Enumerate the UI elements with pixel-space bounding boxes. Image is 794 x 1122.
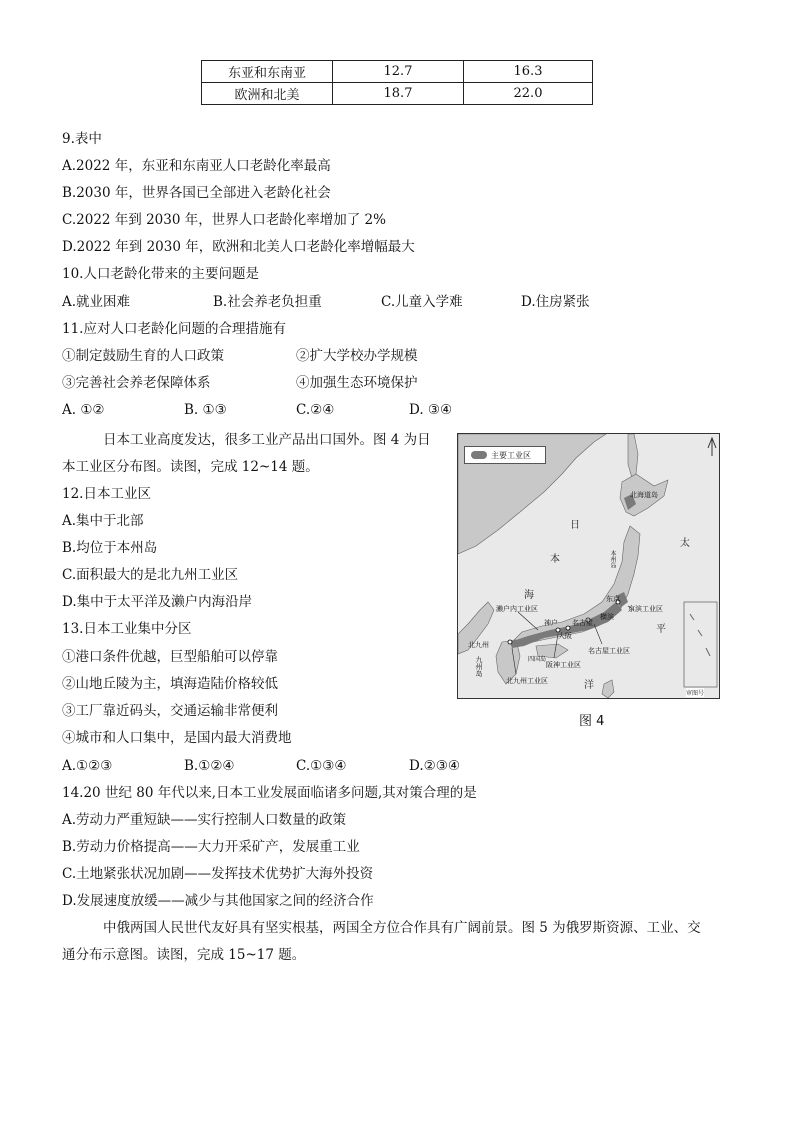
option-c: C.2022 年到 2030 年，世界人口老龄化率增加了 2%: [62, 212, 386, 228]
table-cell: 16.3: [464, 61, 593, 83]
russia-intro-line2: 通分布示意图。读图，完成 15~17 题。: [62, 947, 306, 963]
shikoku-label: 四国岛: [528, 656, 547, 663]
option-a: A.就业困难: [62, 294, 131, 310]
russia-intro-line1: 中俄两国人民世代友好具有坚实根基，两国全方位合作具有广阔前景。图 5 为俄罗斯资源、工业、交: [103, 920, 701, 936]
kitakyushu-dot: [508, 640, 512, 644]
option-a: A.2022 年，东亚和东南亚人口老龄化率最高: [62, 158, 331, 174]
option-c: C.①③④: [296, 758, 347, 774]
tokyo-label: 东京: [606, 595, 620, 603]
kobe-label: 神户: [544, 619, 558, 627]
option-a: A.劳动力严重短缺——实行控制人口数量的政策: [62, 812, 347, 828]
question-10-stem: 10.人口老龄化带来的主要问题是: [62, 266, 259, 282]
statement-3: ③工厂靠近码头，交通运输非常便利: [62, 703, 278, 719]
legend-label: 主要工业区: [491, 451, 531, 460]
legend-swatch: [471, 451, 487, 459]
nagoya-label: 名古屋: [572, 619, 593, 627]
sea-char: 洋: [584, 680, 594, 691]
table-row: [202, 83, 593, 105]
leader-line: [594, 624, 602, 644]
osaka-label: 大阪: [558, 632, 572, 640]
japan-industry-map: [457, 433, 720, 699]
kyushu-label: 九州岛: [475, 656, 483, 677]
statement-1: ①港口条件优越，巨型船舶可以停靠: [62, 649, 278, 665]
statement-3: ③完善社会养老保障体系: [62, 375, 211, 391]
aging-rate-table: [201, 60, 593, 105]
table-row: [202, 61, 593, 83]
sea-char: 海: [524, 590, 534, 601]
option-d: D.住房紧张: [521, 294, 590, 310]
yokohama-label: 横滨: [600, 613, 614, 621]
option-c: C.面积最大的是北九州工业区: [62, 567, 239, 583]
table-cell: 东亚和东南亚: [202, 61, 333, 83]
question-12-stem: 12.日本工业区: [62, 486, 151, 502]
statement-4: ④城市和人口集中，是国内最大消费地: [62, 730, 292, 746]
japan-intro-line2: 本工业区分布图。读图，完成 12~14 题。: [62, 459, 319, 475]
leader-line: [518, 612, 538, 630]
option-d: D.发展速度放缓——减少与其他国家之间的经济合作: [62, 893, 374, 909]
statement-1: ①制定鼓励生育的人口政策: [62, 348, 224, 364]
chukyo-label: 名古屋工业区: [588, 647, 630, 655]
option-a: A.①②③: [62, 758, 113, 774]
table-cell: 18.7: [333, 83, 464, 105]
hanshin-label: 阪神工业区: [546, 661, 581, 669]
option-b: B. ①③: [184, 402, 227, 418]
question-13-stem: 13.日本工业集中分区: [62, 621, 192, 637]
table-cell: 12.7: [333, 61, 464, 83]
table-cell: 欧洲和北美: [202, 83, 333, 105]
option-b: B.社会养老负担重: [213, 294, 322, 310]
map-stamp: 审图号: [686, 690, 705, 697]
question-9-stem: 9.表中: [62, 131, 102, 147]
option-d: D.②③④: [409, 758, 460, 774]
question-11-stem: 11.应对人口老龄化问题的合理措施有: [62, 321, 286, 337]
figure-caption: 图 4: [579, 714, 605, 729]
option-d: D. ③④: [409, 402, 453, 418]
osaka-dot: [566, 626, 570, 630]
statement-4: ④加强生态环境保护: [296, 375, 418, 391]
table-cell: 22.0: [464, 83, 593, 105]
kitakyushu-label: 北九州: [468, 641, 489, 649]
map-graphic: [458, 434, 719, 698]
question-14-stem: 14.20 世纪 80 年代以来,日本工业发展面临诸多问题,其对策合理的是: [62, 785, 477, 801]
kitakyushu-zone-label: 北九州工业区: [506, 677, 548, 685]
sakhalin-island: [628, 434, 638, 478]
sea-char: 本: [550, 554, 560, 565]
option-d: D.2022 年到 2030 年，欧洲和北美人口老龄化率增幅最大: [62, 239, 415, 255]
setouchi-label: 濑户内工业区: [496, 605, 538, 613]
option-c: C.儿童入学难: [381, 294, 463, 310]
north-arrow-icon: [708, 438, 716, 456]
japan-intro-line1: 日本工业高度发达，很多工业产品出口国外。图 4 为日: [103, 432, 431, 448]
option-b: B.均位于本州岛: [62, 540, 158, 556]
map-legend: [464, 446, 546, 464]
option-c: C.土地紧张状况加剧——发挥技术优势扩大海外投资: [62, 866, 374, 882]
sea-char: 平: [656, 624, 666, 635]
option-b: B.劳动力价格提高——大力开采矿产，发展重工业: [62, 839, 360, 855]
option-a: A. ①②: [62, 402, 105, 418]
option-b: B.①②④: [184, 758, 235, 774]
option-a: A.集中于北部: [62, 513, 144, 529]
statement-2: ②山地丘陵为主，填海造陆价格较低: [62, 676, 278, 692]
option-b: B.2030 年，世界各国已全部进入老龄化社会: [62, 185, 331, 201]
option-c: C.②④: [296, 402, 335, 418]
honshu-label: 本州岛: [609, 550, 616, 568]
sea-char: 太: [680, 538, 690, 549]
taiwan-island: [602, 680, 614, 698]
inset-frame: [684, 602, 717, 687]
sea-char: 日: [570, 520, 580, 531]
option-d: D.集中于太平洋及濑户内海沿岸: [62, 594, 253, 610]
hokkaido-label: 北海道岛: [630, 491, 658, 499]
statement-2: ②扩大学校办学规模: [296, 348, 418, 364]
keihin-label: 京滨工业区: [628, 605, 663, 613]
